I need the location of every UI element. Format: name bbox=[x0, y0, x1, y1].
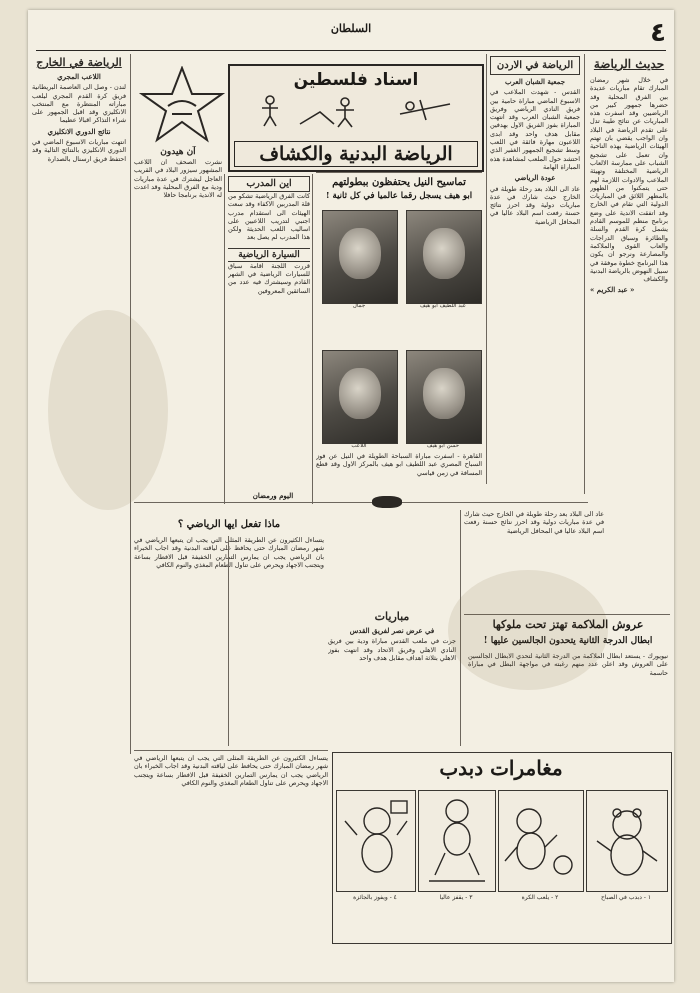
banner-line-2: الرياضة البدنية والكشاف bbox=[234, 141, 478, 167]
cartoon-panel bbox=[336, 790, 416, 892]
header-rule bbox=[36, 50, 666, 51]
ramadan-note: اليوم ورمضان bbox=[252, 491, 294, 500]
swimmer-photo bbox=[406, 210, 482, 304]
col-divider bbox=[486, 54, 487, 484]
center-headline: تماسيح النيل يحتفظون ببطولتهم bbox=[332, 177, 466, 188]
column-text-2: عاد الى البلاد بعد رحلة طويلة في الخارج حيث شارك في عدة مباريات دولية وقد احرز نتائج حسنة رفعت اسم البلاد عاليا في المحافل الرياضية bbox=[490, 184, 580, 226]
article-text: نيويورك - يستعد ابطال الملاكمة من الدرجة الثانية لتحدي الابطال الجالسين على العروش وقد اعلن عدد منهم رغبته في مواجهة البطل في مباراة حاسمة bbox=[468, 652, 668, 677]
column-more bbox=[134, 754, 328, 944]
section-rule bbox=[134, 750, 328, 751]
paper-stain bbox=[48, 310, 168, 510]
swimmer-photo bbox=[406, 350, 482, 444]
athletes-illustration-icon bbox=[250, 94, 460, 128]
bear-drawing-icon bbox=[499, 791, 583, 891]
column-subtitle-2: عودة الرياضي bbox=[514, 173, 556, 183]
paper-stain bbox=[448, 570, 608, 690]
center-story-text bbox=[316, 452, 482, 492]
star-emblem-icon bbox=[138, 66, 226, 144]
col-divider bbox=[228, 536, 229, 746]
column-text-2: قررت اللجنة اقامة سباق للسيارات الرياضية في الشهر القادم وسيشترك فيه عدد من السائقين المعروفين bbox=[228, 261, 310, 295]
column-title: اين المدرب bbox=[228, 176, 310, 192]
column-subtitle: في عرض نصر لفريق القدس bbox=[349, 626, 435, 635]
column-text: لندن - وصل الى العاصمة البريطانية فريق كرة القدم المجري ليلعب مباراته المنتظرة مع المنتخب الانكليزي وقد اقبل الجمهور على شراء التذاكر اقبالا عظيما bbox=[32, 83, 126, 125]
col-divider bbox=[312, 174, 313, 504]
paper-name: السلطان bbox=[330, 22, 372, 35]
column-text: عاد الى البلاد بعد رحلة طويلة في الخارج حيث شارك في عدة مباريات دولية وقد احرز نتائج حسنة رفعت اسم البلاد عاليا في المحافل الرياضية bbox=[464, 510, 604, 535]
cartoon-panel bbox=[418, 790, 496, 892]
article-athlete bbox=[134, 536, 324, 746]
paper-damage bbox=[372, 496, 402, 508]
column-subtitle: السيارة الرياضية bbox=[228, 248, 310, 262]
column-jordan-sport bbox=[490, 56, 580, 486]
cartoon-panel bbox=[498, 790, 584, 892]
photo-caption: عبد اللطيف ابو هيف bbox=[419, 303, 467, 309]
column-text: جرت في ملعب القدس مباراة ودية بين فريق النادي الاهلي وفريق الاتحاد وقد انتهت بفوز الاهلي بثلاثة اهداف مقابل هدف واحد bbox=[328, 637, 456, 662]
bear-drawing-icon bbox=[587, 791, 667, 891]
column-coach bbox=[228, 176, 310, 496]
swimmer-photo bbox=[322, 350, 398, 444]
column-text: نشرت الصحف ان اللاعب المشهور سيزور البلاد في القريب العاجل ليشترك في عدة مباريات ودية مع الفرق المحلية وقد اعدت له الاندية برنامجا حافلا bbox=[134, 158, 222, 200]
cartoon-caption: ٢ - يلعب الكرة bbox=[521, 894, 559, 901]
photo-caption: حسن ابو هيف bbox=[426, 443, 460, 449]
photo-caption: جمال bbox=[352, 303, 366, 309]
column-text: القدس - شهدت الملاعب في الاسبوع الماضي مباراة حامية بين فريق النادي الرياضي وفريق جمعية الشبان العرب وقد انتهت المباراة بفوز الفريق الاول بهدفين مقابل هدف واحد وقد ابدى اللاعبون مهارة فائقة في اللعب وسط تشجيع الجمهور الغفير الذي احتشد حول الملعب لمشاهدة هذه المباراة الهامة bbox=[490, 88, 580, 171]
article-text: يتساءل الكثيرون عن الطريقة المثلى التي يجب ان يتبعها الرياضي في شهر رمضان المبارك حتى يحافظ على لياقته البدنية وقد اجاب الخبراء بان الرياضي يجب ان يمارس التمارين الخفيفة قبل الافطار بساعة ويتجنب الاجهاد ويحرص على تناول الطعام المغذي والنوم الكافي bbox=[134, 536, 324, 569]
column-text: يتساءل الكثيرون عن الطريقة المثلى التي يجب ان يتبعها الرياضي في شهر رمضان المبارك حتى يحافظ على لياقته البدنية وقد اجاب الخبراء بان الرياضي يجب ان يمارس التمارين الخفيفة قبل الافطار بساعة ويتجنب الاجهاد ويحرص على تناول الطعام المغذي والنوم الكافي bbox=[134, 754, 328, 787]
column-subtitle: اللاعب المجري bbox=[57, 72, 101, 81]
cartoon-caption: ١ - دبدب في الصباح bbox=[600, 894, 652, 901]
swimmer-photo bbox=[322, 210, 398, 304]
section-rule bbox=[134, 502, 588, 503]
column-title: حديث الرياضة bbox=[593, 57, 665, 71]
col-divider bbox=[224, 174, 225, 504]
article-headline: ماذا تفعل ايها الرياضي ؟ bbox=[177, 519, 281, 530]
boxing-subhead: ابطال الدرجة الثانية يتحدون الجالسين عليها ! bbox=[483, 636, 653, 646]
column-matches bbox=[328, 510, 456, 746]
story-text: القاهرة - اسفرت مباراة السباحة الطويلة في النيل عن فوز السباح المصري عبد اللطيف ابو هيف بالمركز الاول وقد قطع المسافة في زمن قياسي bbox=[316, 452, 482, 477]
col-divider bbox=[584, 54, 585, 494]
cartoon-title: مغامرات دبدب bbox=[439, 756, 563, 780]
column-title: آن هيدون bbox=[160, 147, 196, 157]
cartoon-caption: ٣ - يقفز عاليا bbox=[439, 894, 473, 901]
bear-drawing-icon bbox=[337, 791, 415, 891]
page-number: ٤ bbox=[650, 18, 666, 48]
column-title: الرياضة في الاردن bbox=[490, 56, 580, 75]
column-text-2: انتهت مباريات الاسبوع الماضي في الدوري الانكليزي بالنتائج التالية وقد احتفظ فريق ارسنال بالصدارة bbox=[32, 138, 126, 163]
column-subtitle: جمعية الشبان العرب bbox=[504, 77, 566, 86]
center-subhead: ابو هيف يسجل رقما عالميا في كل ثانية ! bbox=[325, 191, 473, 201]
column-title: مباريات bbox=[374, 610, 410, 623]
cartoon-caption: ٤ - ويفوز بالجائزة bbox=[353, 894, 397, 901]
cartoon-panel bbox=[586, 790, 668, 892]
column-text: في خلال شهر رمضان المبارك تقام مباريات عديدة بين الفرق المحلية وقد حضرها جمهور كبير من الرياضيين وقد اسفرت هذه المباريات عن نتائج طيبة تدل على تقدم الرياضة في البلاد وان الواجب يقضي بان تهتم الهيئات الرياضية بهذه الناحية وان تعمل على تشجيع الشباب على ممارسة الالعاب الرياضية المختلفة وتهيئة الملاعب والادوات اللازمة لهم حتى يتمكنوا من الظهور بالمظهر اللائق في المباريات الدولية التي تقام في الخارج وقد اتفقت الاندية على وضع برنامج منظم للموسم القادم يشمل كرة القدم والسلة والطائرة وسباق الدراجات والعاب القوى والملاكمة والمصارعة ونرجو ان يكون هذا البرنامج خطوة موفقة في سبيل النهوض بالرياضة البدنية والكشاف bbox=[590, 76, 668, 284]
column-signature: « عبد الكريم » bbox=[590, 285, 635, 295]
bear-drawing-icon bbox=[419, 791, 495, 891]
column-text: كانت الفرق الرياضية تشكو من قلة المدربين الاكفاء وقد سعت الهيئات الى استقدام مدرب اجنبي لتدريب اللاعبين على اساليب اللعب الحديثة ولكن هذا المدرب لم يصل بعد bbox=[228, 192, 310, 242]
photo-caption: اللاعب bbox=[351, 443, 367, 449]
newspaper-page bbox=[28, 10, 674, 982]
page-header bbox=[28, 18, 674, 48]
boxing-headline: عروش الملاكمة تهتز تحت ملوكها bbox=[492, 618, 644, 631]
banner-line-1: اسناد فلسطين bbox=[293, 70, 419, 90]
column-title: الرياضة في الخارج bbox=[36, 56, 122, 69]
headline-rule bbox=[316, 172, 482, 173]
column-subtitle-2: نتائج الدوري الانكليزي bbox=[47, 126, 111, 136]
section-banner bbox=[228, 64, 484, 172]
